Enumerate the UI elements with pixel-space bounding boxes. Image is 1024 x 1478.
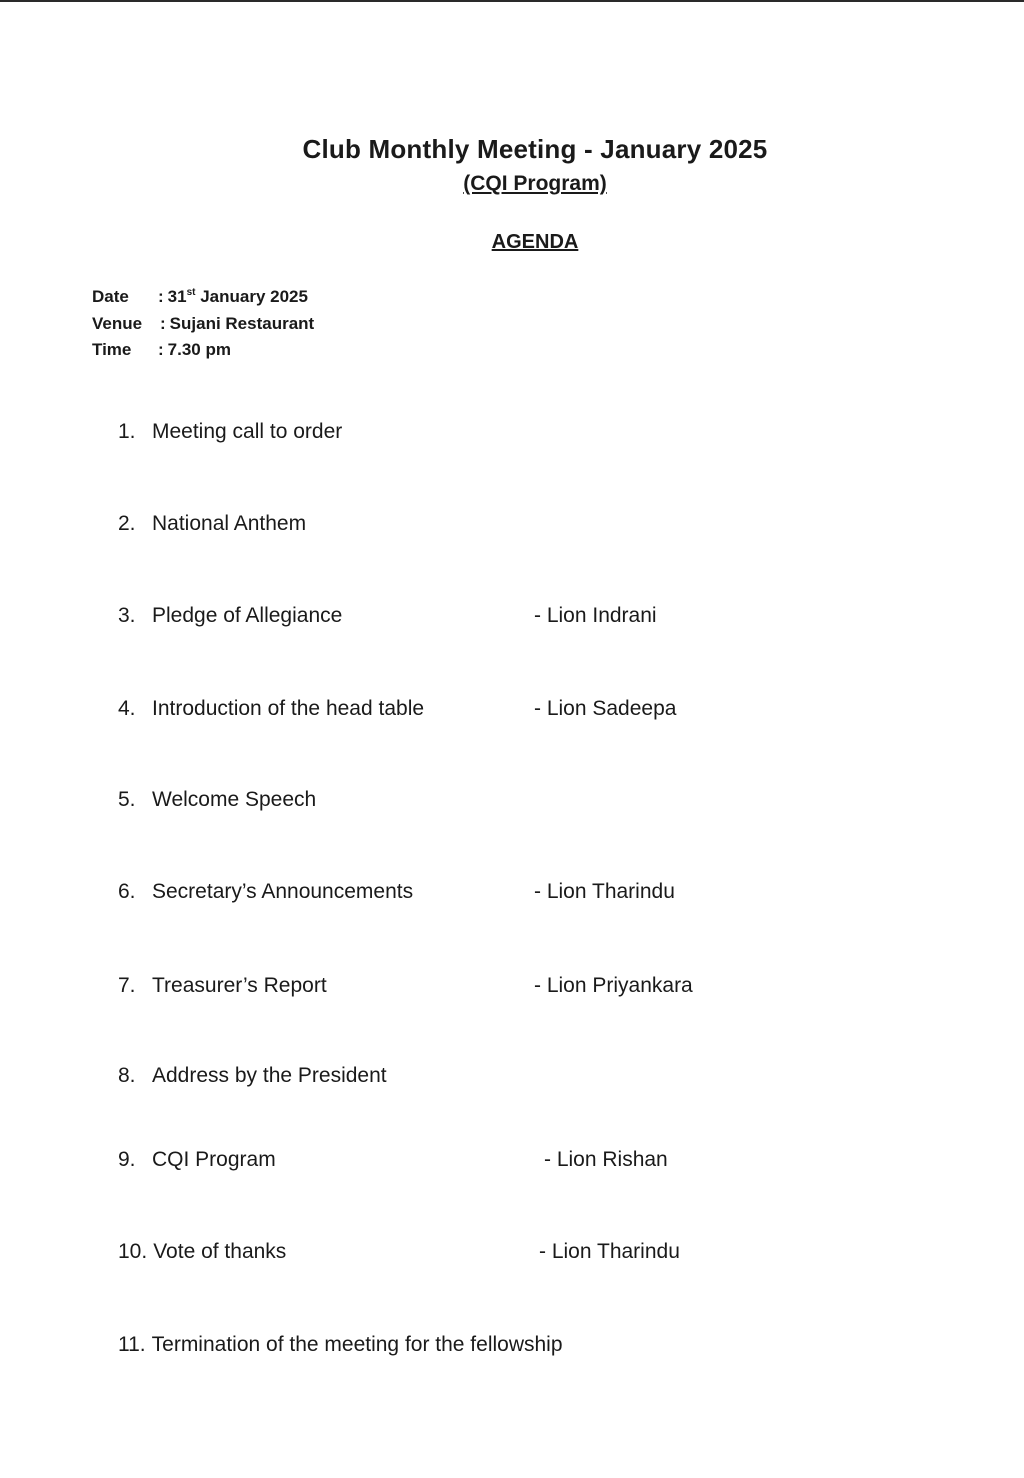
- agenda-item: [118, 785, 918, 815]
- agenda-item-presenter: - Lion Indrani: [534, 604, 657, 627]
- agenda-item-text: Secretary’s Announcements: [152, 880, 414, 903]
- time-label: Time: [92, 340, 132, 359]
- agenda-item-text: CQI Program: [152, 1148, 276, 1171]
- agenda-item: [118, 1145, 918, 1175]
- date-month-year: January 2025: [195, 287, 308, 306]
- date-separator: :: [158, 287, 164, 306]
- agenda-item-number: 3.: [118, 604, 136, 627]
- document-title: Club Monthly Meeting - January 2025: [302, 134, 768, 164]
- meeting-time-row: [92, 338, 231, 362]
- meeting-date-row: [92, 285, 308, 309]
- agenda-item: [118, 971, 918, 1001]
- date-day: 31: [167, 287, 187, 306]
- agenda-item-number: 1.: [118, 420, 136, 443]
- agenda-item: [118, 601, 918, 631]
- agenda-item-text: Termination of the meeting for the fellowship: [151, 1333, 563, 1356]
- venue-label: Venue: [92, 314, 143, 333]
- agenda-item-number: 5.: [118, 788, 136, 811]
- time-value: 7.30 pm: [167, 340, 231, 359]
- agenda-item: [118, 694, 918, 724]
- agenda-item-number: 4.: [118, 697, 136, 720]
- top-border-line: [0, 0, 1024, 2]
- date-label: Date: [92, 287, 129, 306]
- agenda-item-presenter: - Lion Sadeepa: [534, 697, 677, 720]
- agenda-item-text: Pledge of Allegiance: [152, 604, 343, 627]
- venue-separator: :: [160, 314, 166, 333]
- agenda-item-number: 6.: [118, 880, 136, 903]
- agenda-item-number: 2.: [118, 512, 136, 535]
- agenda-item-text: National Anthem: [152, 512, 307, 535]
- agenda-item-text: Meeting call to order: [152, 420, 343, 443]
- agenda-item: [118, 417, 918, 447]
- venue-value: Sujani Restaurant: [169, 314, 315, 333]
- agenda-item-text: Address by the President: [152, 1064, 387, 1087]
- agenda-item-text: Welcome Speech: [152, 788, 317, 811]
- time-separator: :: [158, 340, 164, 359]
- agenda-heading: AGENDA: [491, 231, 579, 253]
- agenda-item-text: Treasurer’s Report: [152, 974, 327, 997]
- agenda-item-presenter: - Lion Tharindu: [534, 880, 675, 903]
- agenda-item-presenter: - Lion Tharindu: [539, 1240, 680, 1263]
- document-subtitle: (CQI Program): [463, 172, 607, 195]
- agenda-item-number: 11.: [118, 1333, 146, 1356]
- agenda-item-text: Introduction of the head table: [152, 697, 425, 720]
- agenda-item-number: 7.: [118, 974, 136, 997]
- agenda-item: [118, 877, 918, 907]
- agenda-item-number: 10.: [118, 1240, 148, 1263]
- meeting-venue-row: [92, 312, 314, 336]
- agenda-item-presenter: - Lion Priyankara: [534, 974, 693, 997]
- agenda-item-number: 9.: [118, 1148, 136, 1171]
- agenda-item: [118, 1330, 918, 1360]
- agenda-item: [118, 1237, 918, 1267]
- agenda-item-text: Vote of thanks: [153, 1240, 287, 1263]
- agenda-item-number: 8.: [118, 1064, 136, 1087]
- agenda-item: [118, 1061, 918, 1091]
- agenda-item-presenter: - Lion Rishan: [544, 1148, 668, 1171]
- agenda-item: [118, 509, 918, 539]
- date-day-suffix: st: [186, 287, 196, 298]
